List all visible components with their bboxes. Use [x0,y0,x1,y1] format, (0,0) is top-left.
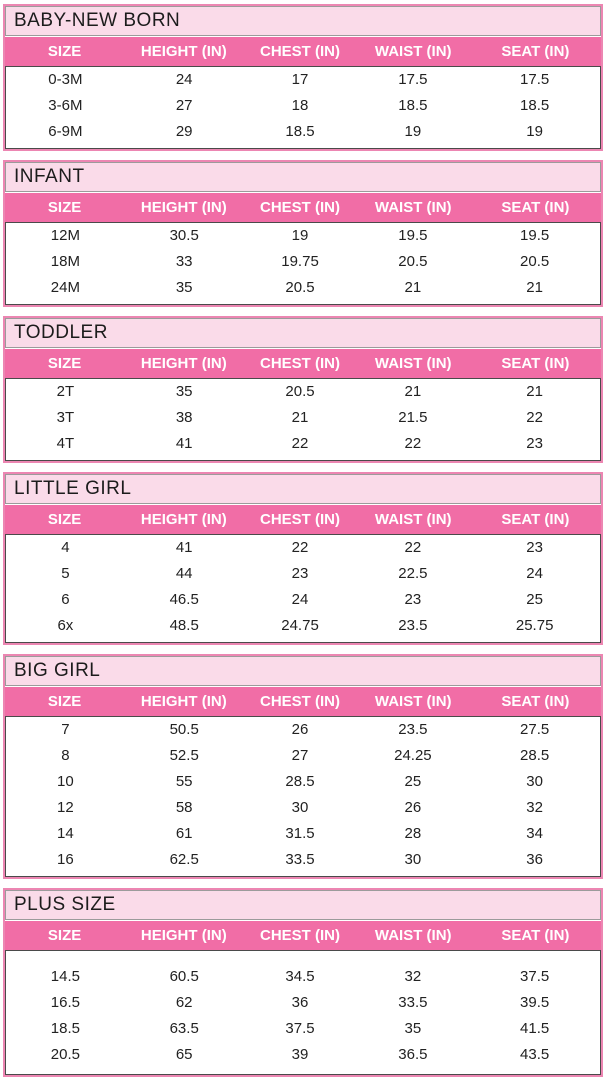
table-header-row [5,193,601,222]
table-row [6,223,600,249]
value-cell: 58 [175,799,193,816]
section-title: PLUS SIZE [5,890,601,920]
column-header: HEIGHT (IN) [140,43,227,60]
section-title: BIG GIRL [5,656,601,686]
value-cell: 30 [291,799,309,816]
column-header: WAIST (IN) [374,199,452,216]
value-cell: 17.5 [398,71,428,88]
table-header-row [5,921,601,950]
table-body [5,222,601,305]
value-cell: 46.5 [169,591,199,608]
value-cell: 39 [291,1046,309,1063]
value-cell: 38 [175,409,193,426]
value-cell: 35 [175,383,193,400]
column-header: SEAT (IN) [501,511,570,528]
table-row [6,847,600,873]
size-chart-section [3,472,603,645]
value-cell: 18.5 [520,97,550,114]
column-header: SEAT (IN) [501,199,570,216]
size-cell: 16.5 [50,994,80,1011]
value-cell: 36.5 [398,1046,428,1063]
value-cell: 27 [175,97,193,114]
value-cell: 22 [526,409,543,426]
value-cell: 33 [175,253,193,270]
value-cell: 35 [175,279,193,296]
size-cell: 8 [61,747,70,764]
column-header: HEIGHT (IN) [140,199,227,216]
value-cell: 23 [526,435,543,452]
size-cell: 6 [61,591,70,608]
column-header: WAIST (IN) [374,693,452,710]
value-cell: 22 [404,539,422,556]
size-cell: 3T [56,409,75,426]
size-chart-section [3,160,603,307]
table-row [6,405,600,431]
table-row [6,717,600,743]
value-cell: 19.75 [281,253,319,270]
table-body [5,66,601,149]
value-cell: 20.5 [398,253,428,270]
column-header: HEIGHT (IN) [140,693,227,710]
value-cell: 19.5 [398,227,428,244]
table-row [6,379,600,405]
value-cell: 22 [291,539,309,556]
value-cell: 28 [404,825,422,842]
value-cell: 34 [526,825,543,842]
column-header: SEAT (IN) [501,355,570,372]
size-cell: 14.5 [50,968,80,985]
table-header-row [5,505,601,534]
table-row [6,587,600,613]
value-cell: 41 [175,435,193,452]
value-cell: 28.5 [285,773,315,790]
value-cell: 33.5 [398,994,428,1011]
table-row [6,93,600,119]
value-cell: 20.5 [285,383,315,400]
value-cell: 25 [526,591,543,608]
value-cell: 26 [291,721,309,738]
column-header: HEIGHT (IN) [140,511,227,528]
value-cell: 41 [175,539,193,556]
table-body [5,716,601,877]
column-header: SEAT (IN) [501,43,570,60]
value-cell: 30 [526,773,543,790]
value-cell: 23 [291,565,309,582]
value-cell: 21 [526,383,543,400]
value-cell: 17 [291,71,309,88]
table-header-row [5,37,601,66]
column-header: SIZE [47,927,82,944]
value-cell: 27.5 [520,721,550,738]
value-cell: 39.5 [520,994,550,1011]
size-cell: 3-6M [48,97,83,114]
section-title: BABY-NEW BORN [5,6,601,36]
value-cell: 21 [404,383,422,400]
size-cell: 20.5 [50,1046,80,1063]
size-cell: 10 [57,773,74,790]
table-row [6,613,600,639]
value-cell: 25.75 [515,617,554,634]
size-cell: 5 [61,565,70,582]
table-row [6,275,600,301]
value-cell: 41.5 [520,1020,550,1037]
value-cell: 27 [291,747,309,764]
table-row [6,990,600,1016]
value-cell: 23.5 [398,617,428,634]
value-cell: 34.5 [285,968,315,985]
value-cell: 62.5 [169,851,199,868]
value-cell: 26 [404,799,422,816]
size-cell: 4 [61,539,70,556]
value-cell: 62 [175,994,193,1011]
value-cell: 19 [291,227,309,244]
value-cell: 22 [404,435,422,452]
value-cell: 19 [404,123,422,140]
size-chart-section [3,654,603,879]
value-cell: 20.5 [520,253,550,270]
size-chart-section [3,4,603,151]
table-row [6,67,600,93]
table-row [6,964,600,990]
table-body [5,534,601,643]
size-chart-section [3,888,603,1077]
column-header: WAIST (IN) [374,43,452,60]
value-cell: 31.5 [285,825,315,842]
table-row [6,535,600,561]
section-title: LITTLE GIRL [5,474,601,504]
value-cell: 24.75 [281,617,319,634]
table-row [6,821,600,847]
value-cell: 24 [175,71,193,88]
size-cell: 6x [57,617,74,634]
value-cell: 20.5 [285,279,315,296]
value-cell: 55 [175,773,193,790]
column-header: CHEST (IN) [259,199,340,216]
value-cell: 24 [526,565,543,582]
value-cell: 23 [404,591,422,608]
value-cell: 22.5 [398,565,428,582]
value-cell: 19 [526,123,543,140]
value-cell: 32 [404,968,422,985]
value-cell: 24.25 [394,747,432,764]
column-header: CHEST (IN) [259,927,340,944]
size-cell: 18M [50,253,80,270]
table-row [6,769,600,795]
value-cell: 24 [291,591,309,608]
value-cell: 21 [404,279,422,296]
size-cell: 18.5 [50,1020,80,1037]
column-header: SEAT (IN) [501,693,570,710]
section-title: INFANT [5,162,601,192]
value-cell: 36 [526,851,543,868]
value-cell: 25 [404,773,422,790]
table-row [6,743,600,769]
value-cell: 37.5 [285,1020,315,1037]
column-header: HEIGHT (IN) [140,355,227,372]
value-cell: 23.5 [398,721,428,738]
size-cell: 0-3M [48,71,83,88]
value-cell: 30.5 [169,227,199,244]
value-cell: 43.5 [520,1046,550,1063]
column-header: SEAT (IN) [501,927,570,944]
value-cell: 22 [291,435,309,452]
section-title: TODDLER [5,318,601,348]
value-cell: 32 [526,799,543,816]
table-body [5,950,601,1075]
value-cell: 18.5 [285,123,315,140]
size-cell: 24M [50,279,80,296]
column-header: SIZE [47,355,82,372]
value-cell: 29 [175,123,193,140]
table-row [6,119,600,145]
table-row [6,1016,600,1042]
value-cell: 35 [404,1020,422,1037]
value-cell: 30 [404,851,422,868]
value-cell: 18 [291,97,309,114]
column-header: SIZE [47,43,82,60]
column-header: CHEST (IN) [259,511,340,528]
column-header: CHEST (IN) [259,43,340,60]
column-header: HEIGHT (IN) [140,927,227,944]
value-cell: 21.5 [398,409,428,426]
value-cell: 17.5 [520,71,550,88]
value-cell: 60.5 [169,968,199,985]
value-cell: 52.5 [169,747,199,764]
column-header: WAIST (IN) [374,511,452,528]
column-header: SIZE [47,693,82,710]
size-cell: 4T [56,435,75,452]
value-cell: 23 [526,539,543,556]
value-cell: 63.5 [169,1020,199,1037]
size-chart-section [3,316,603,463]
table-row [6,431,600,457]
size-cell: 16 [57,851,74,868]
size-cell: 12M [50,227,80,244]
value-cell: 65 [175,1046,193,1063]
column-header: CHEST (IN) [259,693,340,710]
column-header: WAIST (IN) [374,355,452,372]
column-header: CHEST (IN) [259,355,340,372]
table-header-row [5,687,601,716]
table-row [6,1042,600,1068]
value-cell: 48.5 [169,617,199,634]
column-header: WAIST (IN) [374,927,452,944]
table-row [6,561,600,587]
value-cell: 21 [291,409,309,426]
table-row [6,249,600,275]
table-header-row [5,349,601,378]
size-cell: 2T [56,383,75,400]
table-body [5,378,601,461]
size-cell: 14 [57,825,74,842]
value-cell: 50.5 [169,721,199,738]
value-cell: 33.5 [285,851,315,868]
value-cell: 37.5 [520,968,550,985]
value-cell: 36 [291,994,309,1011]
value-cell: 19.5 [520,227,550,244]
value-cell: 61 [175,825,193,842]
size-cell: 7 [61,721,70,738]
value-cell: 21 [526,279,543,296]
value-cell: 18.5 [398,97,428,114]
value-cell: 28.5 [520,747,550,764]
column-header: SIZE [47,199,82,216]
column-header: SIZE [47,511,82,528]
size-cell: 6-9M [48,123,83,140]
value-cell: 44 [175,565,193,582]
table-row [6,795,600,821]
size-cell: 12 [57,799,74,816]
